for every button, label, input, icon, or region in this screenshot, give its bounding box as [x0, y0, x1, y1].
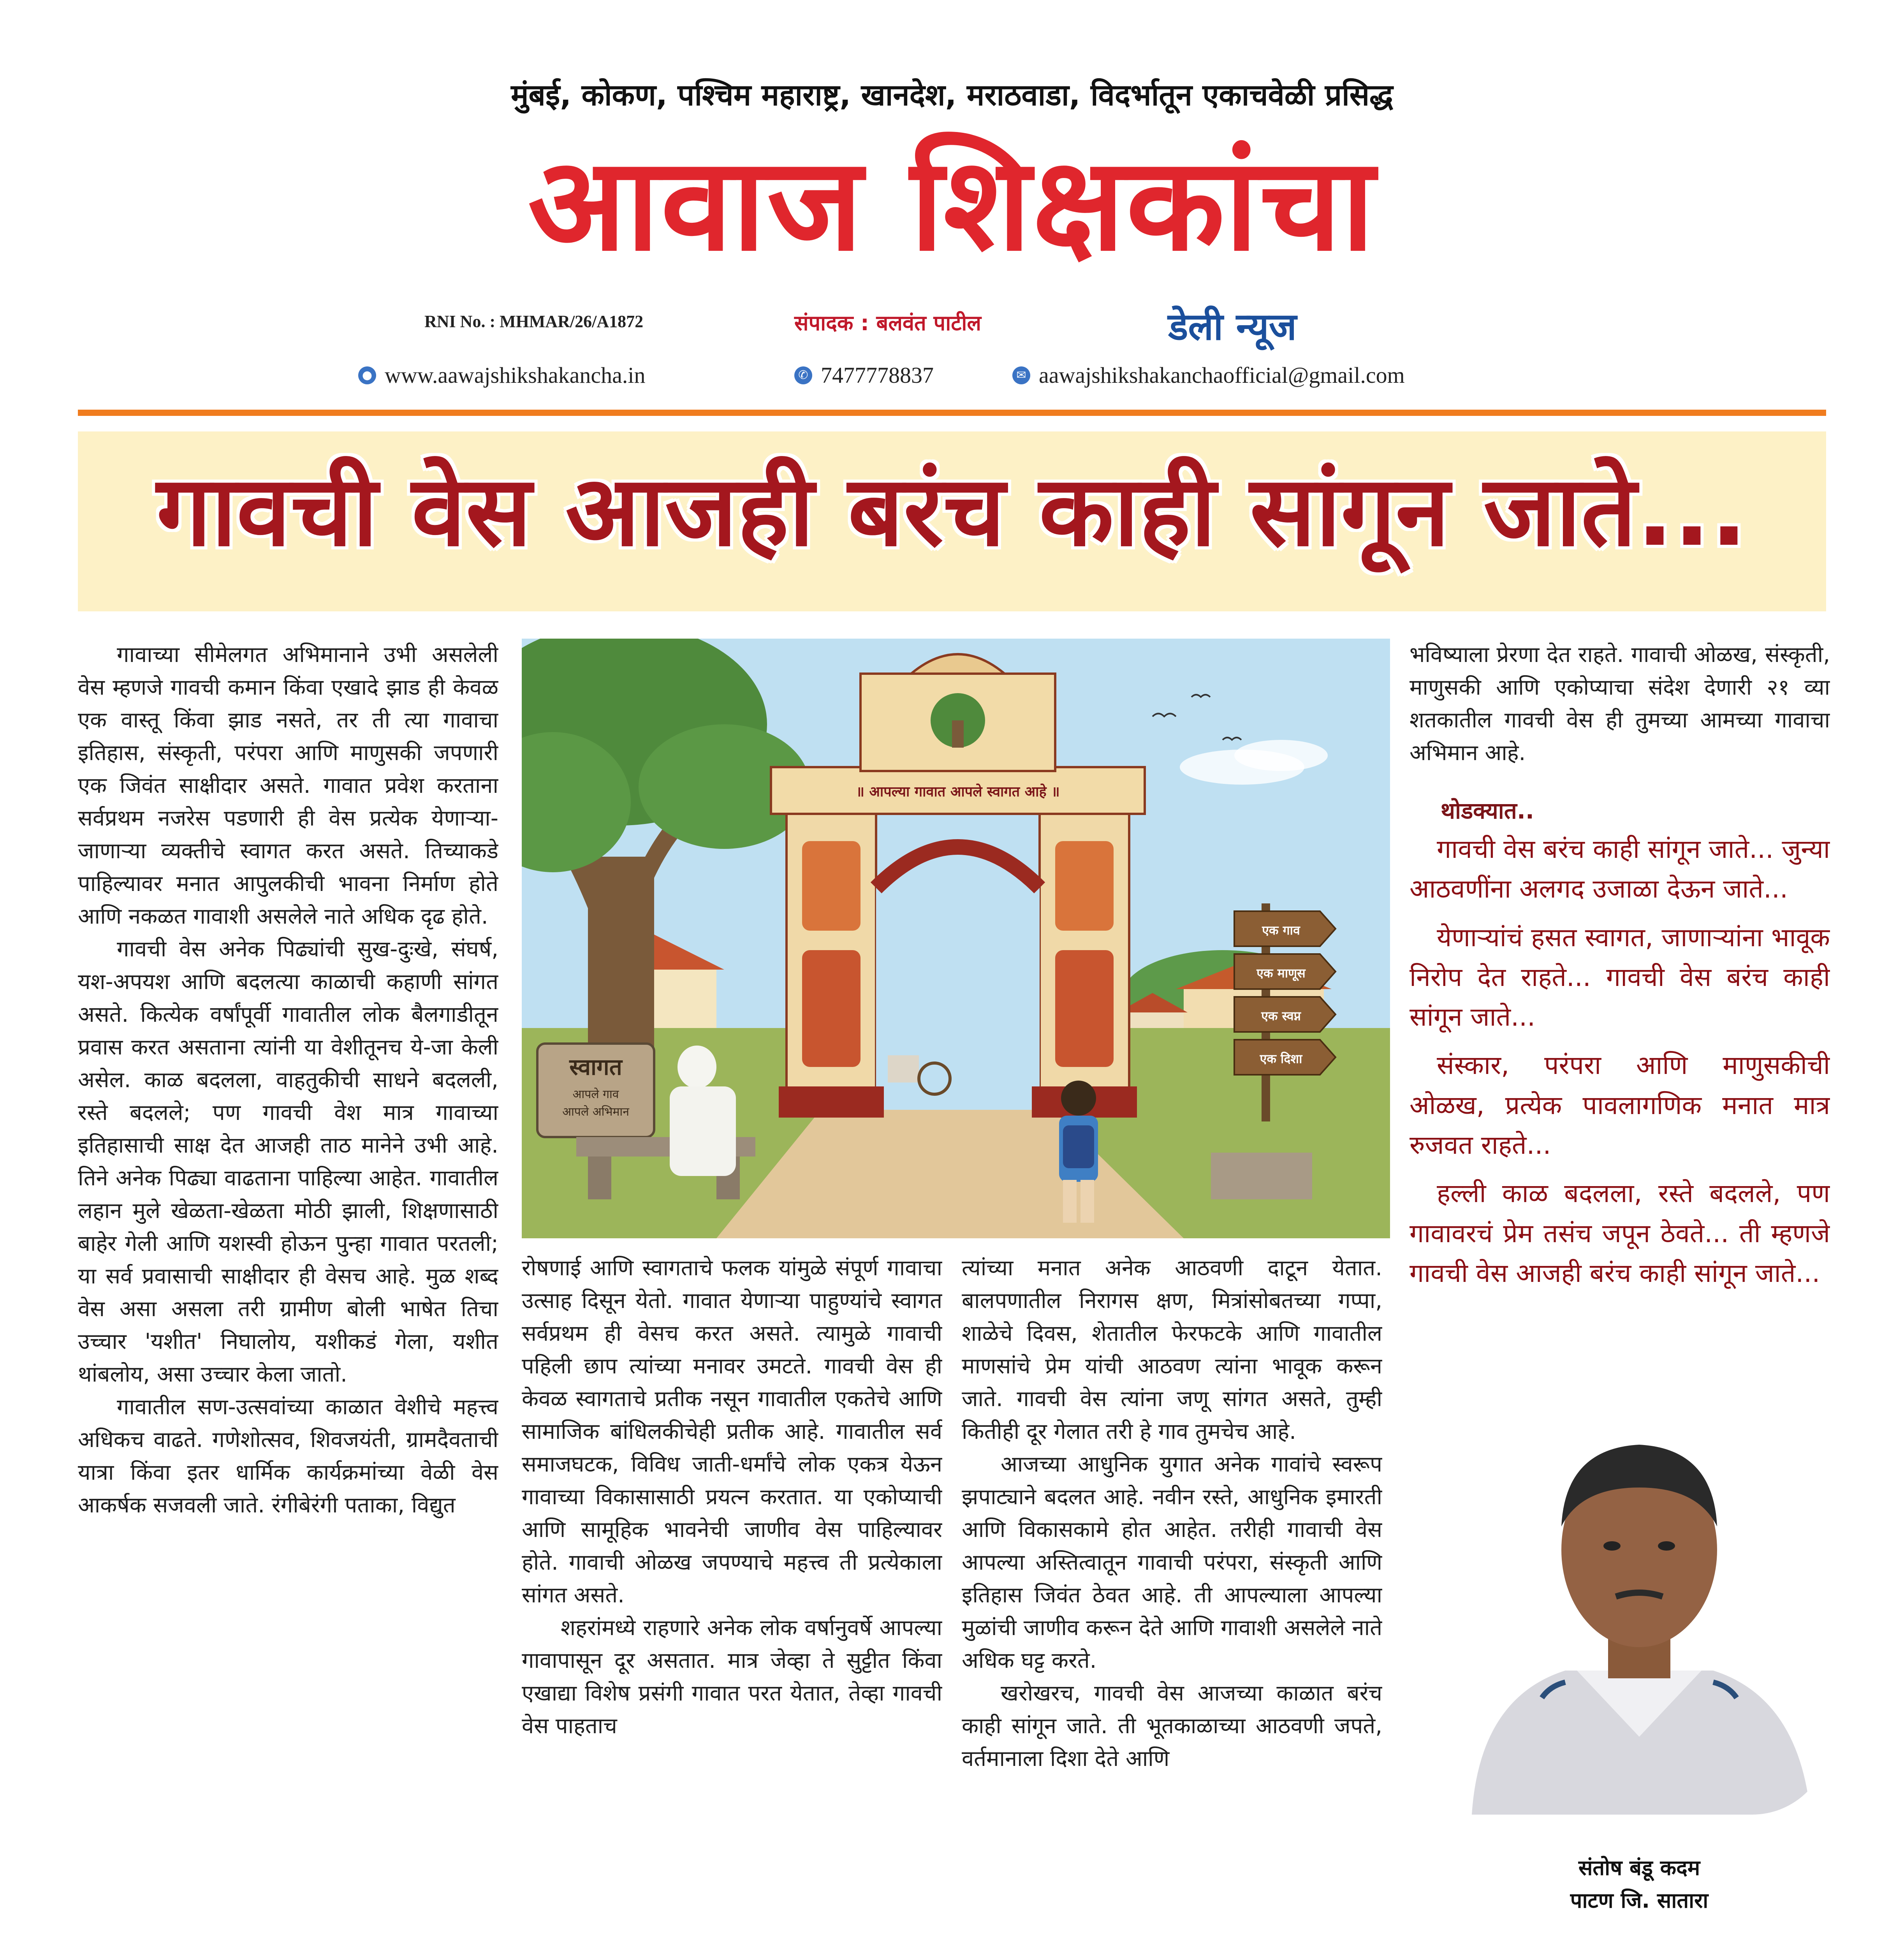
edition-regions: मुंबई, कोकण, पश्चिम महाराष्ट्र, खानदेश, मराठवाडा, विदर्भातून एकाचवेळी प्रसिद्ध [511, 77, 1393, 112]
rni-number: RNI No. : MHMAR/26/A1872 [424, 312, 644, 331]
sign-board: एक दिशा [1260, 1051, 1302, 1066]
stone-sign-line2: आपले अभिमान [562, 1105, 629, 1119]
newspaper-title: आवाज शिक्षकांचा [528, 130, 1376, 279]
globe-icon: ● [358, 366, 376, 384]
paragraph: गावची वेस अनेक पिढ्यांची सुख-दुःखे, संघर्ष, यश-अपयश आणि बदलत्या काळाची कहाणी सांगत असते. कित्येक वर्षांपूर्वी गावातील लोक बैलगाडीतून प्रवास करत असताना त्यांनी या वेशीतूनच ये-जा केली असेल. काळ बदलला, वाहतुकीची साधने बदलली, रस्ते बदलले; पण गावची वेश मात्र गावाच्या इतिहासाची साक्ष देत आजही ताठ मानेने उभी आहे. तिने अनेक पिढ्या वाढताना पाहिल्या आहेत. गावातील लहान मुले खेळता-खेळता मोठी झाली, शिक्षणासाठी बाहेर गेली आणि यशस्वी होऊन पुन्हा गावात परतली; या सर्व प्रवासाची साक्षीदार ही वेसच आहे. मुळ शब्द वेस असा असला तरी ग्रामीण बोली भाषेत तिचा उच्चार 'यशीत' निघालोय, यशीकडं गेला, यशीत थांबलोय, असा उच्चार केला जातो. [78, 937, 498, 1387]
paragraph: गावातील सण-उत्सवांच्या काळात वेशीचे महत्त्व अधिकच वाढते. गणेशोत्सव, शिवजयंती, ग्रामदैवताची यात्रा किंवा इतर धार्मिक कार्यक्रमांच्या वेळी वेस आकर्षक सजवली जाते. रंगीबेरंगी पताका, विद्युत [78, 1394, 498, 1518]
paragraph: भविष्याला प्रेरणा देत राहते. गावाची ओळख, संस्कृती, माणुसकी आणि एकोप्याचा संदेश देणारी २१ व्या शतकातील गावची वेस ही तुमच्या आमच्या गावाचा अभिमान आहे. [1410, 642, 1830, 766]
email-icon: ✉ [1012, 366, 1030, 384]
paragraph: आजच्या आधुनिक युगात अनेक गावांचे स्वरूप झपाट्याने बदलत आहे. नवीन रस्ते, आधुनिक इमारती आणि विकासकामे होत आहेत. तरीही गावाची वेस आपल्या अस्तित्वातून गावाची परंपरा, संस्कृती आणि इतिहास जिवंत ठेवत आहे. ती आपल्याला आपल्या मुळांची जाणीव करून देते आणि गावाशी असलेले नाते अधिक घट्ट करते. [962, 1452, 1382, 1673]
sign-board: एक गाव [1262, 923, 1300, 938]
article-column-4 [1410, 639, 1830, 818]
phone-number[interactable]: 7477778837 [821, 363, 934, 388]
stone-sign-line1: आपले गाव [572, 1088, 619, 1101]
brief-section [1410, 829, 1830, 1367]
paragraph: खरोखरच, गावची वेस आजच्या काळात बरंच काही सांगून जाते. ती भूतकाळाच्या आठवणी जपते, वर्तमानाला दिशा देते आणि [962, 1681, 1382, 1771]
article-headline: गावची वेस आजही बरंच काही सांगून जाते... [157, 454, 1747, 568]
paragraph: गावाच्या सीमेलगत अभिमानाने उभी असलेली वेस म्हणजे गावची कमान किंवा एखादे झाड ही केवळ एक वास्तू किंवा झाड नसते, तर ती त्या गावाचा इतिहास, संस्कृती, परंपरा आणि माणुसकी जपणारी एक जिवंत साक्षीदार असते. गावात प्रवेश करताना सर्वप्रथम नजरेस पडणारी ही वेस प्रत्येक येणाऱ्या-जाणाऱ्या व्यक्तीचे स्वागत करत असते. तिच्याकडे पाहिल्यावर मनात आपुलकीची भावना निर्माण होते आणि नकळत गावाशी असलेले नाते अधिक दृढ होते. [78, 642, 498, 929]
stone-sign-title: स्वागत [569, 1054, 622, 1080]
daily-news-tag: डेली न्यूज [1168, 305, 1297, 349]
phone-contact[interactable] [794, 362, 934, 388]
brief-line: हल्ली काळ बदलला, रस्ते बदलले, पण गावावरचं प्रेम तसंच जपून ठेवते... ती म्हणजे गावची वेस आजही बरंच काही सांगून जाते... [1410, 1178, 1830, 1288]
author-credit [1448, 1852, 1830, 1917]
editor-name: संपादक : बलवंत पाटील [794, 311, 982, 335]
phone-icon: ✆ [794, 366, 812, 384]
email-address[interactable]: aawajshikshakanchaofficial@gmail.com [1039, 363, 1405, 388]
sign-board: एक स्वप्न [1261, 1009, 1301, 1023]
village-gate-illustration [522, 639, 1390, 1238]
brief-line: संस्कार, परंपरा आणि माणुसकीची ओळख, प्रत्येक पावलागणिक मनात मात्र रुजवत राहते... [1410, 1050, 1830, 1160]
author-place: पाटण जि. सातारा [1570, 1888, 1709, 1913]
author-name: संतोष बंडू कदम [1578, 1855, 1700, 1880]
header-divider [78, 410, 1826, 416]
author-photo [1448, 1402, 1830, 1815]
brief-line: गावची वेस बरंच काही सांगून जाते... जुन्या आठवणींना अलगद उजाळा देऊन जाते... [1410, 834, 1830, 904]
paragraph: शहरांमध्ये राहणारे अनेक लोक वर्षानुवर्षे आपल्या गावापासून दूर असतात. मात्र जेव्हा ते सुट्टीत किंवा एखाद्या विशेष प्रसंगी गावात परत येतात, तेव्हा गावची वेस पाहताच [522, 1615, 942, 1739]
arch-banner-text: ॥ आपल्या गावात आपले स्वागत आहे ॥ [856, 784, 1060, 800]
article-column-2 [522, 1252, 942, 1947]
paragraph: त्यांच्या मनात अनेक आठवणी दाटून येतात. बालपणातील निरागस क्षण, मित्रांसोबतच्या गप्पा, शाळेचे दिवस, शेतातील फेरफटके आणि गावातील माणसांचे प्रेम यांची आठवण त्यांना भावूक करून जाते. गावची वेस त्यांना जणू सांगत असते, तुम्ही कितीही दूर गेलात तरी हे गाव तुमचेच आहे. [962, 1255, 1382, 1444]
website-contact[interactable] [358, 362, 645, 388]
paragraph: रोषणाई आणि स्वागताचे फलक यांमुळे संपूर्ण गावाचा उत्साह दिसून येतो. गावात येणाऱ्या पाहुण्यांचे स्वागत सर्वप्रथम ही वेसच करत असते. त्यामुळे गावाची पहिली छाप त्यांच्या मनावर उमटते. गावची वेस ही केवळ स्वागताचे प्रतीक नसून गावातील एकतेचे आणि सामाजिक बांधिलकीचेही प्रतीक आहे. गावातील सर्व समाजघटक, विविध जाती-धर्मांचे लोक एकत्र येऊन गावाच्या विकासासाठी प्रयत्न करतात. या एकोप्याची आणि सामूहिक भावनेची जाणीव वेस पाहिल्यावर होते. गावाची ओळख जपण्याचे महत्त्व ती प्रत्येकाला सांगत असते. [522, 1255, 942, 1608]
article-column-1 [78, 639, 498, 1947]
brief-heading: थोडक्यात.. [1441, 797, 1534, 824]
sign-board: एक माणूस [1256, 966, 1306, 981]
website-link[interactable]: www.aawajshikshakancha.in [385, 363, 646, 388]
brief-line: येणाऱ्यांचं हसत स्वागत, जाणाऱ्यांना भावूक निरोप देत राहते... गावची वेस बरंच काही सांगून जाते... [1410, 922, 1830, 1032]
email-contact[interactable] [1012, 362, 1405, 388]
article-column-3 [962, 1252, 1382, 1947]
